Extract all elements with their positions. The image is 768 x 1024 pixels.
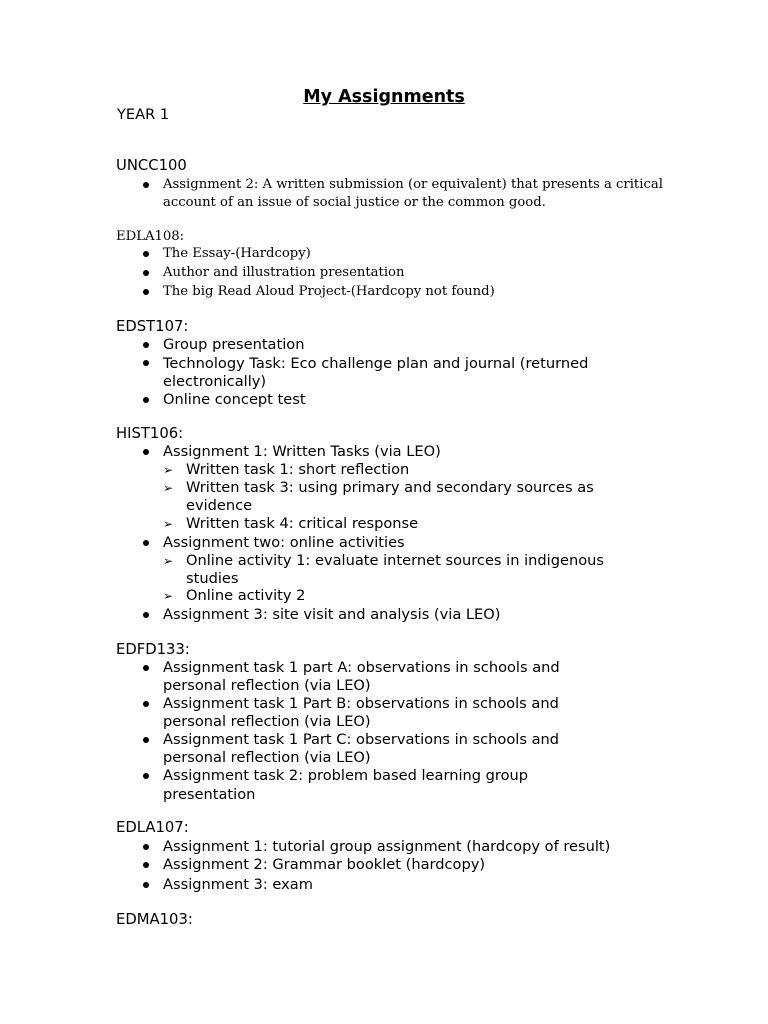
bullet-icon <box>143 342 149 348</box>
list-item-continuation: personal reflection (via LEO) <box>163 713 371 730</box>
unit-heading-edla107: EDLA107: <box>116 819 189 836</box>
arrow-bullet-icon: ➢ <box>163 517 174 531</box>
list-item: Assignment two: online activities <box>163 534 405 551</box>
bullet-icon <box>143 449 149 455</box>
list-item-continuation: electronically) <box>163 373 267 390</box>
unit-heading-edfd133: EDFD133: <box>116 641 190 658</box>
list-item: Online concept test <box>163 391 306 408</box>
sub-list-item: Written task 4: critical response <box>186 515 419 532</box>
list-item: Assignment 3: exam <box>163 876 313 893</box>
unit-heading-edma103: EDMA103: <box>116 911 193 928</box>
list-item: Assignment 1: Written Tasks (via LEO) <box>163 443 441 460</box>
bullet-icon <box>143 289 149 295</box>
list-item: The Essay-(Hardcopy) <box>163 246 311 261</box>
list-item: Assignment task 1 Part B: observations in schools and <box>163 695 559 712</box>
list-item: Assignment 1: tutorial group assignment (hardcopy of result) <box>163 838 611 855</box>
bullet-icon <box>143 665 149 671</box>
sub-list-item: Online activity 1: evaluate internet sources in indigenous <box>186 552 605 569</box>
list-item-continuation: presentation <box>163 786 256 803</box>
unit-heading-edst107: EDST107: <box>116 318 189 335</box>
list-item: Assignment task 1 part A: observations in schools and <box>163 659 560 676</box>
sub-list-item-continuation: studies <box>186 570 239 587</box>
bullet-icon <box>143 360 149 366</box>
sub-list-item: Online activity 2 <box>186 587 306 604</box>
list-item: Group presentation <box>163 336 305 353</box>
list-item-continuation: personal reflection (via LEO) <box>163 749 371 766</box>
list-item: Assignment 2: Grammar booklet (hardcopy) <box>163 856 486 873</box>
bullet-icon <box>143 397 149 403</box>
bullet-icon <box>143 773 149 779</box>
list-item-continuation: account of an issue of social justice or the common good. <box>163 195 546 210</box>
bullet-icon <box>143 701 149 707</box>
bullet-icon <box>143 270 149 276</box>
list-item-continuation: personal reflection (via LEO) <box>163 677 371 694</box>
bullet-icon <box>143 540 149 546</box>
arrow-bullet-icon: ➢ <box>163 463 174 477</box>
list-item: The big Read Aloud Project-(Hardcopy not found) <box>163 284 495 299</box>
bullet-icon <box>143 844 149 850</box>
arrow-bullet-icon: ➢ <box>163 481 174 495</box>
bullet-icon <box>143 737 149 743</box>
sub-list-item: Written task 3: using primary and secondary sources as <box>186 479 594 496</box>
arrow-bullet-icon: ➢ <box>163 554 174 568</box>
bullet-icon <box>143 251 149 257</box>
sub-list-item-continuation: evidence <box>186 497 253 514</box>
unit-heading-uncc100: UNCC100 <box>116 157 187 174</box>
list-item: Assignment task 2: problem based learning group <box>163 767 529 784</box>
list-item: Technology Task: Eco challenge plan and journal (returned <box>163 355 589 372</box>
bullet-icon <box>143 612 149 618</box>
bullet-icon <box>143 182 149 188</box>
year-label: YEAR 1 <box>117 106 170 123</box>
list-item: Author and illustration presentation <box>163 265 405 280</box>
unit-heading-hist106: HIST106: <box>116 425 184 442</box>
arrow-bullet-icon: ➢ <box>163 589 174 603</box>
list-item: Assignment task 1 Part C: observations in schools and <box>163 731 560 748</box>
sub-list-item: Written task 1: short reflection <box>186 461 410 478</box>
bullet-icon <box>143 862 149 868</box>
list-item: Assignment 3: site visit and analysis (via LEO) <box>163 606 501 623</box>
bullet-icon <box>143 882 149 888</box>
list-item: Assignment 2: A written submission (or equivalent) that presents a critical <box>163 177 663 192</box>
page-title: My Assignments <box>303 87 465 107</box>
unit-heading-edla108: EDLA108: <box>116 229 185 244</box>
